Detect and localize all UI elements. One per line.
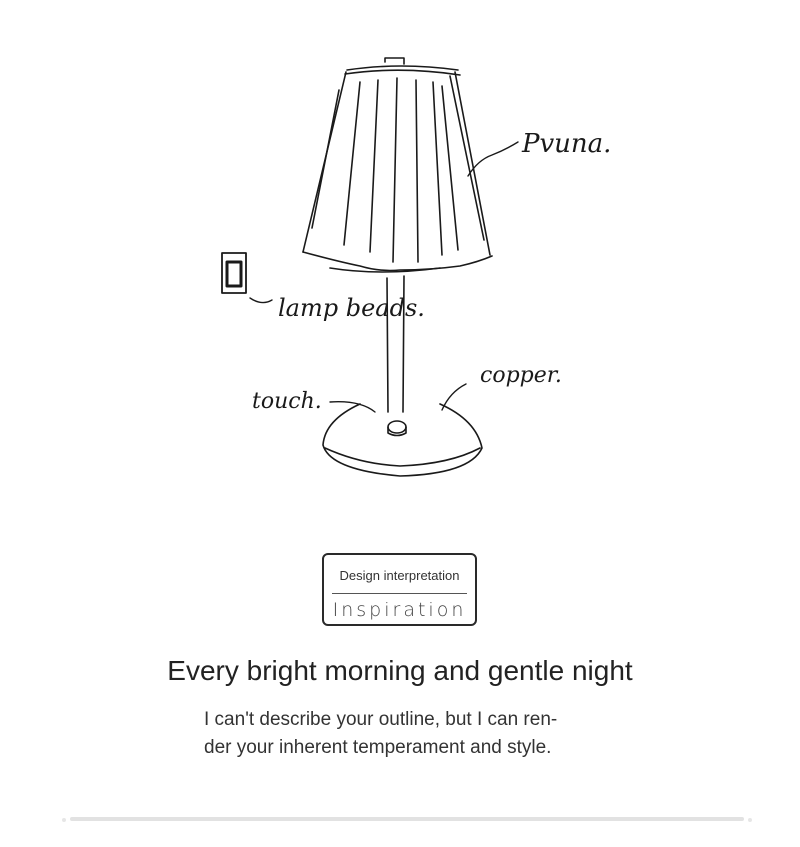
section-divider — [70, 817, 744, 821]
description — [204, 706, 604, 762]
description-line-2: der your inherent temperament and style. — [204, 737, 552, 758]
annotation-shade: Pvuna. — [522, 129, 612, 159]
annotation-touch: touch. — [252, 389, 322, 414]
annotation-copper: copper. — [480, 363, 562, 388]
divider-right-dot — [748, 818, 752, 822]
lamp-beads-drawing — [222, 253, 246, 293]
annotation-lamp-beads: lamp beads. — [278, 294, 425, 322]
lampshade-drawing — [303, 58, 492, 272]
design-interpretation-badge — [322, 553, 477, 626]
headline: Every bright morning and gentle night — [167, 655, 633, 686]
badge-bottom-label: Inspiration — [332, 599, 467, 621]
annotation-leader-lines — [250, 142, 518, 412]
badge-top-label: Design interpretation — [339, 568, 460, 583]
divider-left-dot — [62, 818, 66, 822]
badge-divider — [332, 593, 467, 594]
lamp-base-drawing — [323, 404, 482, 476]
description-line-1: I can't describe your outline, but I can ren- — [204, 709, 558, 730]
